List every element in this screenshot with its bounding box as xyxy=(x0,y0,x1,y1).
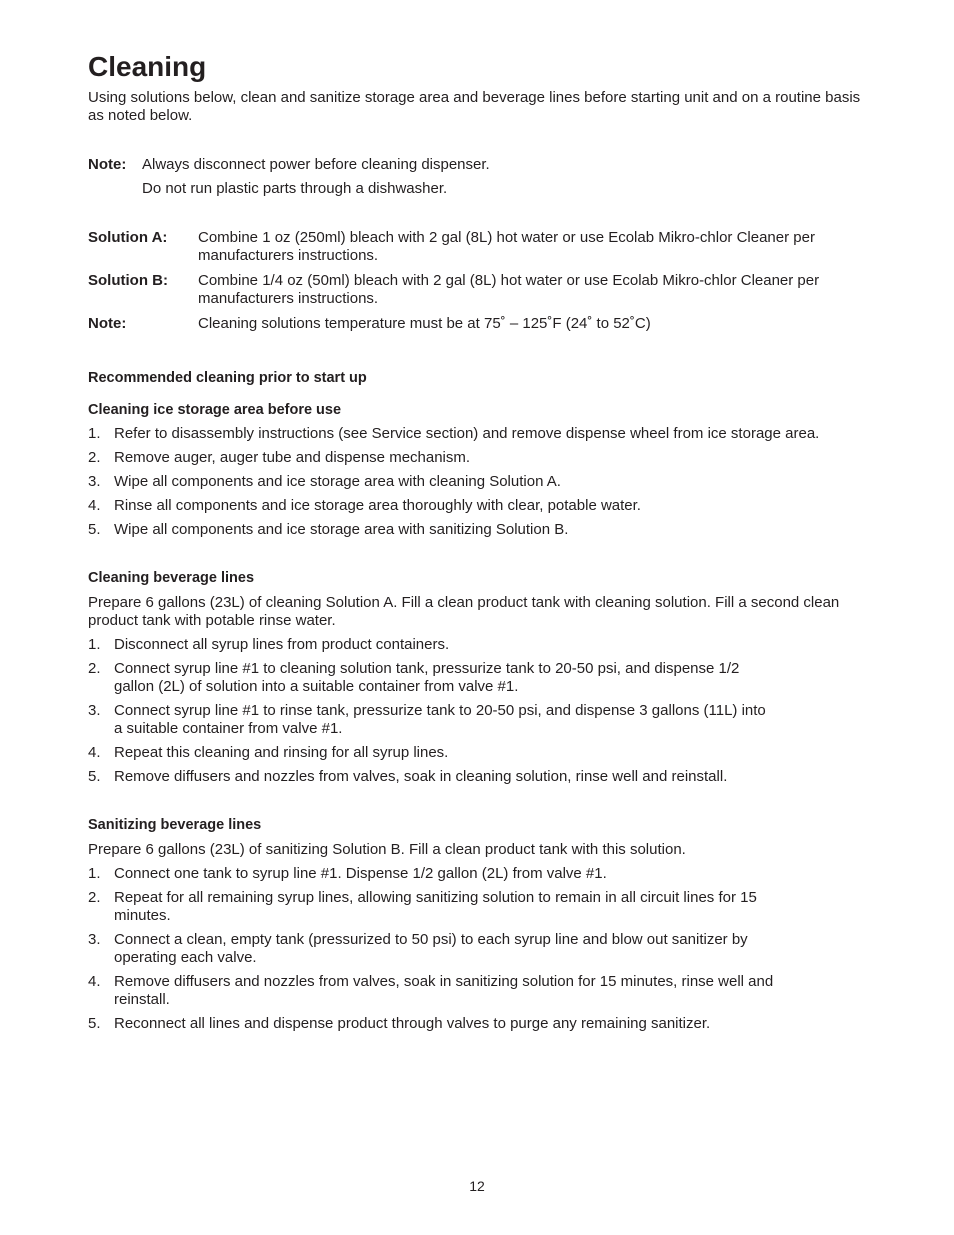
list-item: 1. Refer to disassembly instructions (see Service section) and remove dispense wheel from ice storage area. xyxy=(88,425,820,442)
list-item: 5. Reconnect all lines and dispense product through valves to purge any remaining sanitizer. xyxy=(88,1015,711,1032)
ice-storage-heading: Cleaning ice storage area before use xyxy=(88,402,342,418)
list-item: 3. Connect a clean, empty tank (pressurized to 50 psi) to each syrup line and blow out sanitizer by operating each valve. xyxy=(88,931,748,966)
recommended-heading: Recommended cleaning prior to start up xyxy=(88,370,367,386)
list-item: 4. Rinse all components and ice storage area thoroughly with clear, potable water. xyxy=(88,497,641,514)
note-label: Note: xyxy=(88,156,127,173)
solution-label: Solution A: xyxy=(88,229,168,246)
page-title: Cleaning xyxy=(88,51,207,82)
notes-block xyxy=(88,156,878,198)
ice-storage-steps xyxy=(88,425,878,539)
solution-label: Solution B: xyxy=(88,272,168,289)
list-item: 2. Repeat for all remaining syrup lines, allowing sanitizing solution to remain in all circuit lines for 15 minutes. xyxy=(88,889,757,924)
intro-paragraph: Using solutions below, clean and sanitize storage area and beverage lines before starting unit and on a routine basis as noted below. xyxy=(88,89,861,124)
note-text: Do not run plastic parts through a dishwasher. xyxy=(142,180,448,197)
list-item: 1. Connect one tank to syrup line #1. Dispense 1/2 gallon (2L) from valve #1. xyxy=(88,865,607,882)
note-row xyxy=(88,180,878,198)
note-row xyxy=(88,156,878,174)
list-item: 3. Connect syrup line #1 to rinse tank, pressurize tank to 20-50 psi, and dispense 3 gallons (11L) into a suitable container from valve #1. xyxy=(88,702,766,737)
solution-text: Combine 1 oz (250ml) bleach with 2 gal (8L) hot water or use Ecolab Mikro-chlor Cleaner per manufacturers instructions. xyxy=(198,229,815,264)
beverage-lines-steps xyxy=(88,636,878,786)
sanitizing-intro: Prepare 6 gallons (23L) of sanitizing Solution B. Fill a clean product tank with this solution. xyxy=(88,841,686,858)
list-item: 5. Remove diffusers and nozzles from valves, soak in cleaning solution, rinse well and reinstall. xyxy=(88,768,728,785)
list-item: 2. Remove auger, auger tube and dispense mechanism. xyxy=(88,449,471,466)
list-item: 2. Connect syrup line #1 to cleaning solution tank, pressurize tank to 20-50 psi, and dispense 1/2 gallon (2L) of solution into a suitable container from valve #1. xyxy=(88,660,740,695)
solution-text: Combine 1/4 oz (50ml) bleach with 2 gal (8L) hot water or use Ecolab Mikro-chlor Cleaner per manufacturers instructions. xyxy=(198,272,820,307)
solutions-block xyxy=(88,229,878,333)
note-text: Always disconnect power before cleaning dispenser. xyxy=(142,156,490,173)
sanitizing-steps xyxy=(88,865,878,1033)
beverage-lines-heading: Cleaning beverage lines xyxy=(88,570,255,586)
solution-a xyxy=(88,229,878,265)
solution-text: Cleaning solutions temperature must be at 75˚ – 125˚F (24˚ to 52˚C) xyxy=(198,315,651,332)
list-item: 4. Remove diffusers and nozzles from valves, soak in sanitizing solution for 15 minutes, rinse well and reinstall. xyxy=(88,973,774,1008)
solution-b xyxy=(88,272,878,308)
solution-note xyxy=(88,315,878,333)
solution-label: Note: xyxy=(88,315,127,332)
beverage-lines-intro: Prepare 6 gallons (23L) of cleaning Solution A. Fill a clean product tank with cleaning solution. Fill a second clean product tank with potable rinse water. xyxy=(88,594,840,629)
list-item: 1. Disconnect all syrup lines from product containers. xyxy=(88,636,450,653)
list-item: 3. Wipe all components and ice storage area with cleaning Solution A. xyxy=(88,473,561,490)
list-item: 5. Wipe all components and ice storage area with sanitizing Solution B. xyxy=(88,521,569,538)
document-page xyxy=(88,50,878,1033)
page-number: 12 xyxy=(469,1178,485,1194)
sanitizing-heading: Sanitizing beverage lines xyxy=(88,817,262,833)
list-item: 4. Repeat this cleaning and rinsing for all syrup lines. xyxy=(88,744,449,761)
